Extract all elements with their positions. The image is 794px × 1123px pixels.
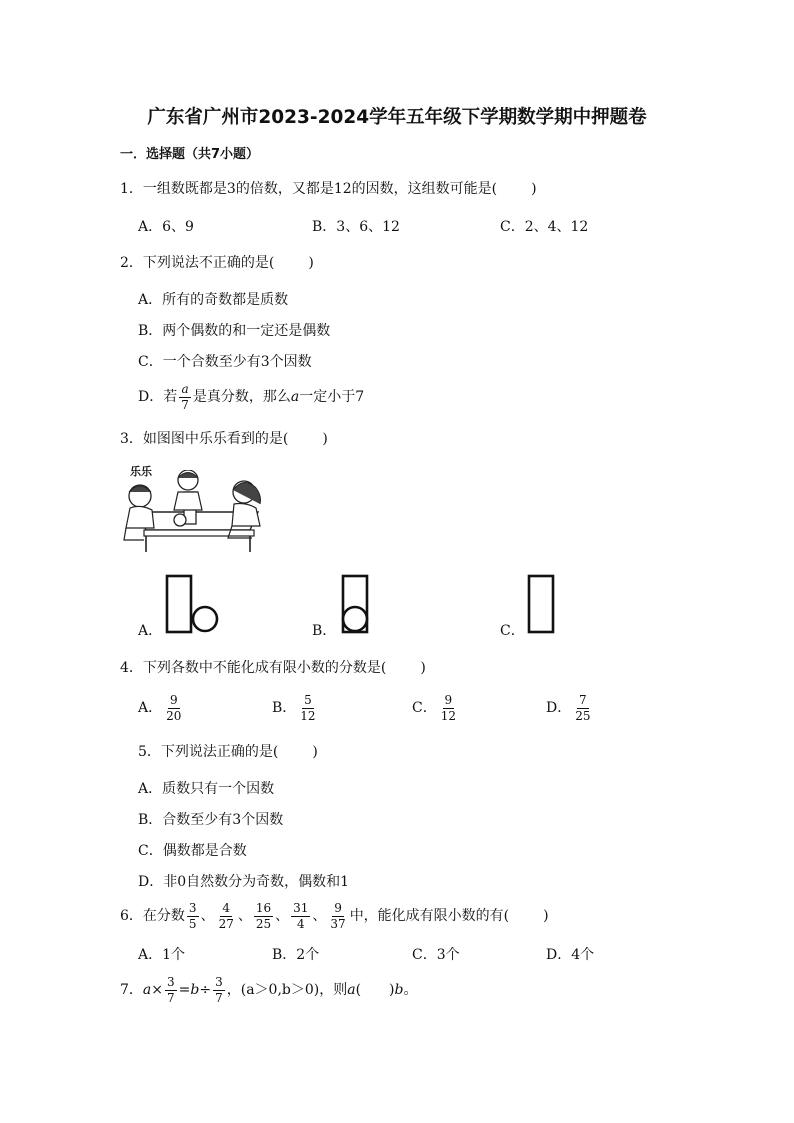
question-5-option-c: C．偶数都是合数: [138, 843, 247, 859]
question-3-close: ): [322, 431, 328, 447]
fraction-denominator: 37: [330, 916, 346, 931]
question-3-option-a: A．: [138, 623, 163, 639]
question-6-stem: [120, 901, 549, 931]
question-2-option-a: A．所有的奇数都是质数: [138, 292, 289, 308]
fraction: [291, 902, 310, 931]
question-5-close: ): [312, 744, 318, 760]
question-6-prefix: 6．在分数: [120, 908, 185, 924]
fraction-numerator: 3: [188, 900, 197, 915]
question-4-close: ): [420, 660, 426, 676]
section-heading: 一．选择题（共7小题）: [120, 147, 260, 162]
box-shape: [167, 576, 191, 632]
question-2-option-b: B．两个偶数的和一定还是偶数: [138, 323, 331, 339]
question-5-option-d: D．非0自然数分为奇数，偶数和1: [138, 874, 350, 890]
fraction-denominator: 7: [215, 990, 223, 1005]
question-4-text: 4．下列各数中不能化成有限小数的分数是(: [120, 660, 387, 676]
fraction-denominator: 12: [300, 708, 316, 723]
question-2-d-mid: 是真分数，那么: [192, 389, 291, 405]
question-4-option-b: [272, 693, 320, 723]
question-5-stem: [138, 743, 318, 761]
divide-sign: ÷: [199, 982, 212, 998]
option-label: D．: [546, 700, 572, 716]
child-right-body: [232, 504, 260, 527]
fraction-denominator: 25: [255, 916, 272, 931]
question-6-suffix: 中，能化成有限小数的有(: [349, 908, 510, 924]
question-1-option-b: B．3、6、12: [312, 219, 400, 235]
option-label: C．: [412, 700, 437, 716]
fraction: [165, 976, 177, 1005]
option-label: B．: [272, 700, 297, 716]
variable-a: a: [290, 389, 300, 405]
fraction: [573, 694, 592, 723]
question-4-option-d: [546, 693, 595, 723]
question-3-option-c: C．: [500, 623, 525, 639]
fraction-denominator: 25: [575, 708, 591, 723]
variable-a: a: [347, 982, 356, 998]
ball-shape: [343, 607, 367, 631]
fraction-numerator: 7: [579, 692, 587, 707]
separator: 、: [200, 908, 215, 924]
question-2-text: 2．下列说法不正确的是(: [120, 255, 275, 271]
fraction: [187, 902, 199, 931]
question-3-option-b: B．: [312, 623, 337, 639]
question-4-option-c: [412, 693, 460, 723]
question-2-option-c: C．一个合数至少有3个因数: [138, 354, 312, 370]
question-7-stem: [120, 975, 418, 1005]
fraction-denominator: 7: [181, 397, 189, 412]
fraction-numerator: 31: [293, 900, 309, 915]
option-b-figure: [338, 574, 378, 636]
question-2-stem: [120, 254, 314, 272]
question-6-option-c: C．3个: [412, 947, 460, 963]
option-a-figure: [164, 574, 224, 636]
variable-b: b: [394, 982, 404, 998]
fraction: [254, 902, 273, 931]
question-2-d-prefix: D．若: [138, 389, 178, 405]
child-left-hair: [129, 486, 151, 492]
question-1-option-c: C．2、4、12: [500, 219, 589, 235]
question-1-text: 1．一组数既都是3的倍数，又都是12的因数，这组数可能是(: [120, 181, 498, 197]
fraction-numerator: 9: [169, 692, 178, 707]
separator: 、: [237, 908, 252, 924]
question-5-text: 5．下列说法正确的是(: [138, 744, 279, 760]
child-left-legs: [124, 528, 144, 540]
fraction-numerator: 3: [215, 974, 223, 989]
ball-object: [174, 514, 186, 526]
fraction-denominator: 20: [166, 708, 182, 723]
question-5-option-b: B．合数至少有3个因数: [138, 812, 284, 828]
child-middle-body: [174, 492, 202, 510]
answer-blank: ( ): [355, 982, 395, 998]
variable-a: a: [142, 982, 152, 998]
question-1-stem: [120, 180, 537, 198]
question-2-close: ): [308, 255, 314, 271]
fraction: [213, 976, 225, 1005]
page-title: 广东省广州市2023-2024学年五年级下学期数学期中押题卷: [147, 107, 647, 128]
times-sign: ×: [151, 982, 164, 998]
question-7-condition: ，(a＞0,b＞0)，则: [226, 982, 348, 998]
question-7-end: 。: [403, 982, 418, 998]
question-4-option-a: [138, 693, 185, 723]
question-6-option-d: D．4个: [546, 947, 595, 963]
fraction: [217, 902, 236, 931]
fraction-denominator: 4: [296, 916, 305, 931]
fraction-numerator: 16: [255, 900, 272, 915]
question-1-option-a: A．6、9: [138, 219, 194, 235]
question-2-d-suffix: 一定小于7: [299, 389, 365, 405]
question-6-option-a: A．1个: [138, 947, 186, 963]
variable-b: b: [190, 982, 200, 998]
child-left-body: [126, 506, 154, 528]
box-shape: [529, 576, 553, 632]
children-table-illustration: [120, 470, 270, 558]
separator: 、: [275, 908, 290, 924]
question-7-prefix: 7．: [120, 982, 143, 998]
question-2-option-d: [138, 382, 364, 412]
fraction: [298, 694, 317, 723]
fraction: [439, 694, 458, 723]
fraction-numerator: a: [181, 381, 189, 396]
fraction-numerator: 9: [444, 692, 453, 707]
question-6-option-b: B．2个: [272, 947, 320, 963]
fraction-numerator: 3: [167, 974, 175, 989]
question-5-option-a: A．质数只有一个因数: [138, 781, 275, 797]
fraction: [328, 902, 347, 931]
separator: 、: [312, 908, 327, 924]
fraction-a-over-7: [179, 383, 191, 412]
fraction: [164, 694, 183, 723]
option-label: A．: [138, 700, 163, 716]
fraction-denominator: 27: [218, 916, 234, 931]
fraction-denominator: 12: [440, 708, 456, 723]
equals-sign: =: [178, 982, 191, 998]
fraction-numerator: 5: [304, 692, 312, 707]
question-4-stem: [120, 659, 426, 677]
table-edge: [144, 530, 254, 536]
fraction-denominator: 5: [188, 916, 197, 931]
fraction-denominator: 7: [167, 990, 175, 1005]
question-3-text: 3．如图图中乐乐看到的是(: [120, 431, 289, 447]
question-1-close: ): [531, 181, 537, 197]
fraction-numerator: 4: [222, 900, 231, 915]
figure-label-lele: 乐乐: [130, 465, 152, 478]
question-6-close: ): [543, 908, 549, 924]
fraction-numerator: 9: [334, 900, 342, 915]
ball-shape: [193, 607, 217, 631]
question-3-stem: [120, 430, 328, 448]
option-c-figure: [526, 574, 560, 636]
